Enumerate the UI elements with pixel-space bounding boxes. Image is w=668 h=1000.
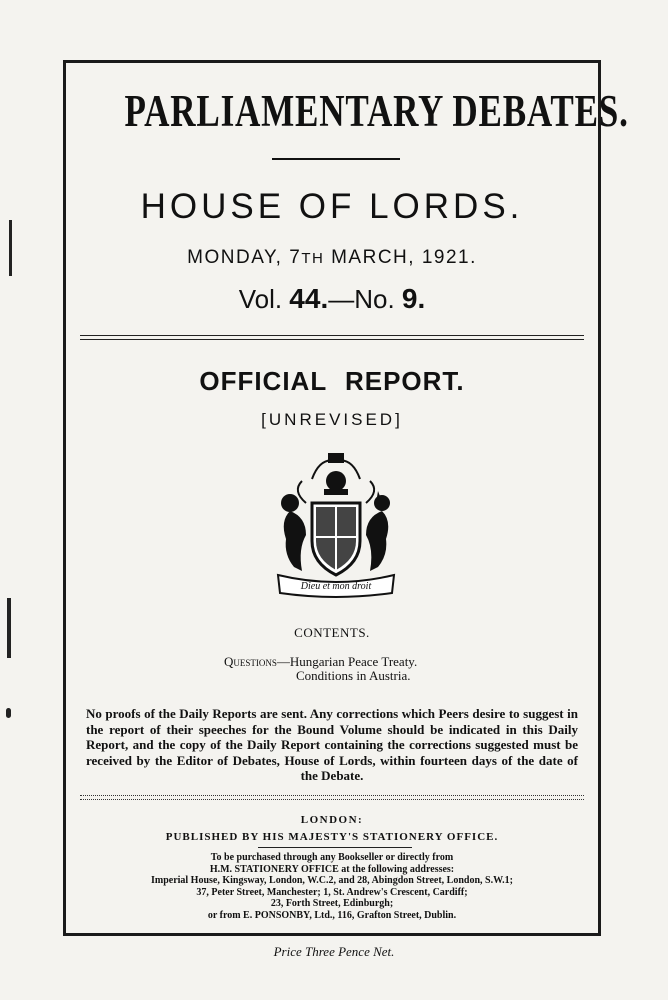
publisher-line: PUBLISHED BY HIS MAJESTY'S STATIONERY OFFICE. (165, 831, 499, 843)
publisher-addresses: To be purchased through any Bookseller or directly from H.M. STATIONERY OFFICE at the following addresses: Imperial House, Kingsway, London, W.C.2, and 28, Abingdon Street, London, S.W.1; 37, Peter Street, Manchester; 1, St. Andrew's Crescent, Cardiff; 23, Forth Street, Edinburgh; or from E. PONSONBY, Ltd., 116, Grafton Street, Dublin. (150, 852, 514, 921)
title-rule (272, 158, 400, 160)
scan-mark (6, 708, 11, 718)
publisher-city: LONDON: (300, 814, 364, 826)
scan-mark (9, 220, 12, 276)
publisher-rule (258, 847, 412, 848)
section-divider (80, 335, 584, 340)
cover-frame (63, 60, 629, 936)
house-name: HOUSE OF LORDS. (140, 187, 524, 226)
scan-mark (7, 598, 11, 658)
dotted-divider (80, 795, 584, 800)
sitting-date: MONDAY, 7TH MARCH, 1921. (187, 247, 477, 268)
volume-number: Vol. 44.—No. 9. (238, 283, 426, 314)
report-heading: OFFICIAL REPORT. (199, 366, 465, 396)
corrections-notice: No proofs of the Daily Reports are sent. Any corrections which Peers desire to suggest in the report of their speeches for the Bound Volume should be indicated in this Daily Report, and the copy of the Daily Report containing the corrections suggested must be received by the Editor of Debates, House of Lords, within fourteen days of the date of the Debate. (86, 706, 578, 783)
contents-item: Conditions in Austria. (296, 668, 411, 683)
royal-coat-of-arms-icon (272, 451, 400, 599)
contents-list (224, 655, 417, 683)
contents-item: Questions—Hungarian Peace Treaty. (224, 654, 418, 669)
crest-motto: Dieu et mon droit (300, 581, 372, 592)
publication-title: PARLIAMENTARY DEBATES. (124, 86, 629, 136)
contents-heading: CONTENTS. (294, 625, 370, 640)
unrevised-label: [UNREVISED] (261, 410, 403, 429)
price-line: Price Three Pence Net. (273, 944, 395, 959)
